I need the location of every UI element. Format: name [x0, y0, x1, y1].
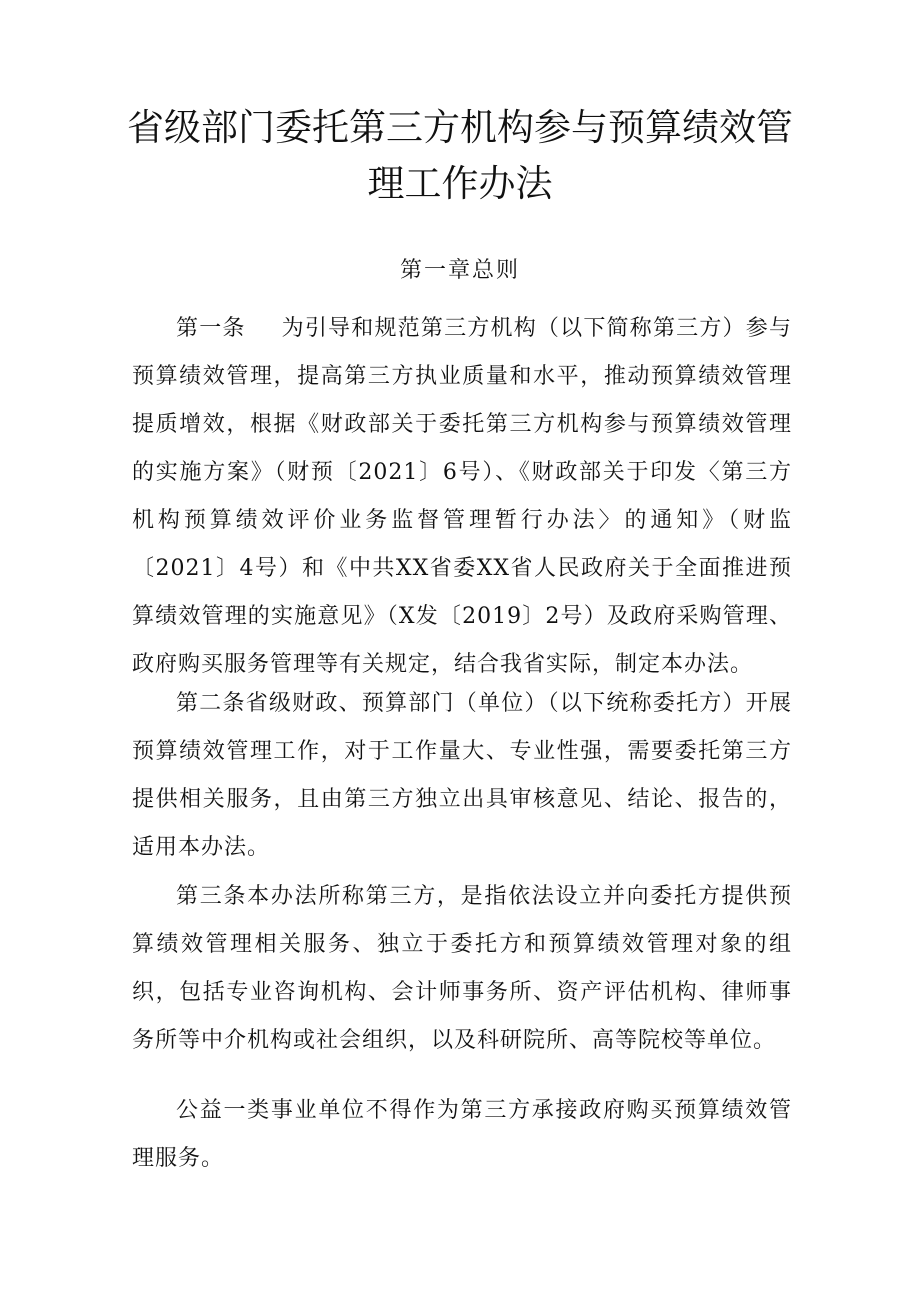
article-paragraph: 第三条本办法所称第三方，是指依法设立并向委托方提供预算绩效管理相关服务、独立于委托方和预算绩效管理对象的组织，包括专业咨询机构、会计师事务所、资产评估机构、律师事务所等中介机构或社会组织，以及科研院所、高等院校等单位。 [132, 884, 792, 1053]
article-paragraph: 第二条省级财政、预算部门（单位）（以下统称委托方）开展预算绩效管理工作，对于工作量大、专业性强，需要委托第三方提供相关服务，且由第三方独立出具审核意见、结论、报告的，适用本办法。 [132, 691, 792, 860]
article-paragraph: 公益一类事业单位不得作为第三方承接政府购买预算绩效管理服务。 [132, 1098, 792, 1171]
article-text: 为引导和规范第三方机构（以下简称第三方）参与预算绩效管理，提高第三方执业质量和水平，推动预算绩效管理提质增效，根据《财政部关于委托第三方机构参与预算绩效管理的实施方案》（财预〔2021〕6号）、《财政部关于印发〈第三方机构预算绩效评价业务监督管理暂行办法〉的通知》（财监〔2021〕4号）和《中共XX省委XX省人民政府关于全面推进预算绩效管理的实施意见》（X发〔2019〕2号）及政府采购管理、政府购买服务管理等有关规定，结合我省实际，制定本办法。 [132, 316, 792, 677]
article-paragraph [132, 305, 792, 689]
document-title: 省级部门委托第三方机构参与预算绩效管理工作办法 [127, 106, 793, 205]
article-number: 第一条 [176, 316, 246, 341]
chapter-heading: 第一章总则 [399, 258, 520, 283]
